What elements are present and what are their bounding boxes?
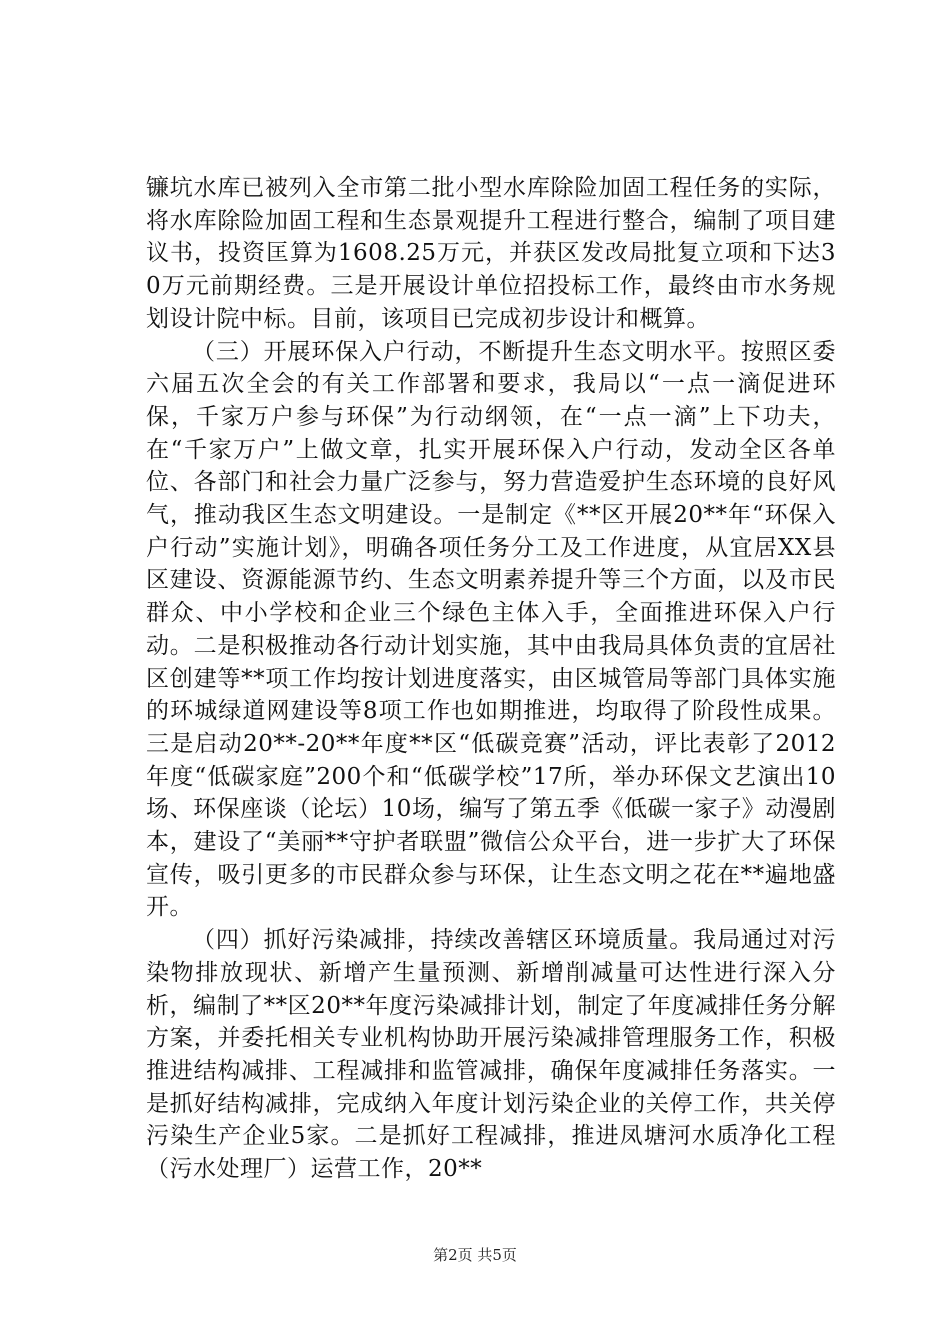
document-body (146, 172, 836, 1186)
paragraph-continued: 镰坑水库已被列入全市第二批小型水库除险加固工程任务的实际，将水库除险加固工程和生态景观提升工程进行整合，编制了项目建议书，投资匡算为1608.25万元，并获区发改局批复立项和下达30万元前期经费。三是开展设计单位招投标工作，最终由市水务规划设计院中标。目前，该项目已完成初步设计和概算。 (146, 175, 836, 332)
paragraph-section-four: （四）抓好污染减排，持续改善辖区环境质量。我局通过对污染物排放现状、新增产生量预测、新增削减量可达性进行深入分析，编制了**区20**年度污染减排计划，制定了年度减排任务分解方案，并委托相关专业机构协助开展污染减排管理服务工作，积极推进结构减排、工程减排和监管减排，确保年度减排任务落实。一是抓好结构减排，完成纳入年度计划污染企业的关停工作，共关停污染生产企业5家。二是抓好工程减排，推进凤塘河水质净化工程（污水处理厂）运营工作，20** (146, 927, 836, 1183)
paragraph-section-three: （三）开展环保入户行动，不断提升生态文明水平。按照区委六届五次全会的有关工作部署和要求，我局以“一点一滴促进环保，千家万户参与环保”为行动纲领，在“一点一滴”上下功夫，在“千家万户”上做文章，扎实开展环保入户行动，发动全区各单位、各部门和社会力量广泛参与，努力营造爱护生态环境的良好风气，推动我区生态文明建设。一是制定《**区开展20**年“环保入户行动”实施计划》，明确各项任务分工及工作进度，从宜居XX县区建设、资源能源节约、生态文明素养提升等三个方面，以及市民群众、中小学校和企业三个绿色主体入手，全面推进环保入户行动。二是积极推动各行动计划实施，其中由我局具体负责的宜居社区创建等**项工作均按计划进度落实，由区城管局等部门具体实施的环城绿道网建设等8项工作也如期推进，均取得了阶段性成果。三是启动20**-20**年度**区“低碳竞赛”活动，评比表彰了2012年度“低碳家庭”200个和“低碳学校”17所，举办环保文艺演出10场、环保座谈（论坛）10场，编写了第五季《低碳一家子》动漫剧本，建设了“美丽**守护者联盟”微信公众平台，进一步扩大了环保宣传，吸引更多的市民群众参与环保，让生态文明之花在**遍地盛开。 (146, 338, 836, 921)
page-footer (0, 1244, 950, 1265)
page-number-indicator: 第2页 共5页 (433, 1246, 517, 1264)
